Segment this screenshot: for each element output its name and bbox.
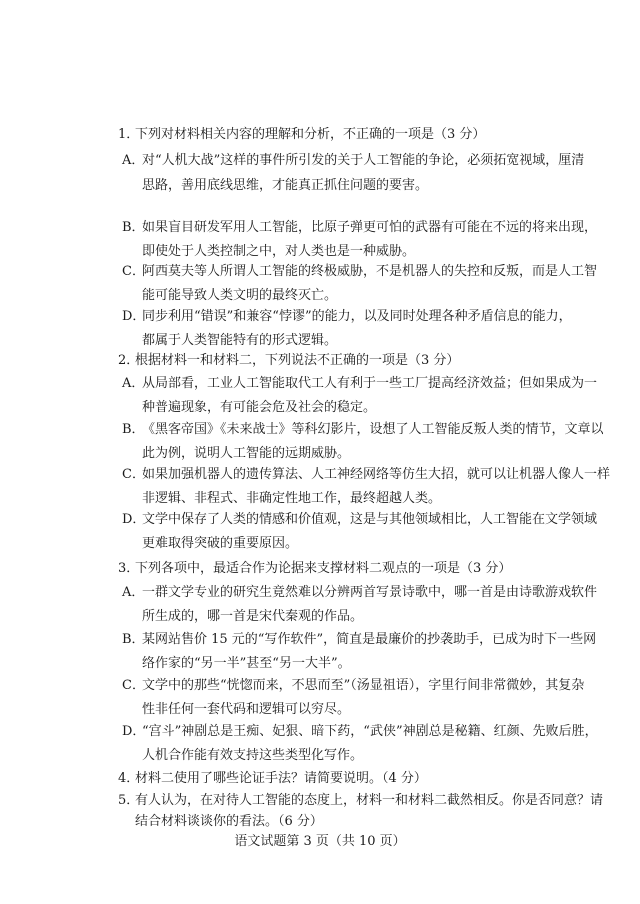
option-label: D． <box>122 512 146 527</box>
option-text: 如果加强机器人的遗传算法、人工神经网络等仿生大招，就可以让机器人像人一样 <box>142 467 611 482</box>
option-label: A． <box>122 376 145 391</box>
question-number: 4． <box>118 771 140 786</box>
option-text: 即使处于人类控制之中，对人类也是一种威胁。 <box>142 244 416 259</box>
option-label: C． <box>122 264 145 279</box>
option-label: B． <box>122 220 145 235</box>
option-label: D． <box>122 724 146 739</box>
question-number: 5． <box>118 793 140 808</box>
option-text: 某网站售价 15 元的“写作软件”，简直是最廉价的抄袭助手，已成为时下一些网 <box>142 632 597 647</box>
option-label: C． <box>122 678 145 693</box>
option-text: 非逻辑、非程式、非确定性地工作，最终超越人类。 <box>142 491 442 506</box>
option-label: A． <box>122 585 145 600</box>
option-label: B． <box>122 422 145 437</box>
option-text: 种普遍现象，有可能会危及社会的稳定。 <box>142 400 377 415</box>
question-stem: 结合材料谈谈你的看法。（6 分） <box>135 814 323 829</box>
question-number: 1． <box>118 127 140 142</box>
option-text: 对“人机大战”这样的事件所引发的关于人工智能的争论，必须拓宽视域，厘清 <box>142 153 585 168</box>
option-text: 更难取得突破的重要原因。 <box>142 536 299 551</box>
option-label: D． <box>122 309 146 324</box>
option-text: 文学中保存了人类的情感和价值观，这是与其他领域相比，人工智能在文学领域 <box>142 512 598 527</box>
option-label: C． <box>122 467 145 482</box>
option-text: 能可能导致人类文明的最终灭亡。 <box>142 288 338 303</box>
option-label: B． <box>122 632 145 647</box>
option-text: 阿西莫夫等人所谓人工智能的终极威胁，不是机器人的失控和反叛，而是人工智 <box>142 264 598 279</box>
option-text: 人机合作能有效支持这些类型化写作。 <box>142 748 364 763</box>
question-stem: 下列对材料相关内容的理解和分析，不正确的一项是（3 分） <box>135 127 486 142</box>
page-footer: 语文试题第 3 页（共 10 页） <box>234 834 406 849</box>
option-text: 文学中的那些“恍惚而来，不思而至”（汤显祖语），字里行间非常微妙，其复杂 <box>142 678 585 693</box>
option-text: 一群文学专业的研究生竟然难以分辨两首写景诗歌中，哪一首是由诗歌游戏软件 <box>142 585 598 600</box>
option-text: 都属于人类智能特有的形式逻辑。 <box>142 333 338 348</box>
option-text: 如果盲目研发军用人工智能，比原子弹更可怕的武器有可能在不远的将来出现， <box>142 220 598 235</box>
option-text: 从局部看，工业人工智能取代工人有利于一些工厂提高经济效益；但如果成为一 <box>142 376 598 391</box>
question-stem: 根据材料一和材料二，下列说法不正确的一项是（3 分） <box>135 353 460 368</box>
option-text: 所生成的，哪一首是宋代秦观的作品。 <box>142 609 364 624</box>
question-number: 2． <box>118 353 140 368</box>
option-text: 此为例，说明人工智能的远期威胁。 <box>142 446 351 461</box>
option-text: 思路，善用底线思维，才能真正抓住问题的要害。 <box>142 178 429 193</box>
question-number: 3． <box>118 561 140 576</box>
question-stem: 材料二使用了哪些论证手法？请简要说明。（4 分） <box>135 771 427 786</box>
option-text: 《黑客帝国》《未来战士》等科幻影片，设想了人工智能反叛人类的情节，文章以 <box>142 422 604 437</box>
option-text: 络作家的“另一半”甚至“另一大半”。 <box>142 656 351 671</box>
question-stem: 下列各项中，最适合作为论据来支撑材料二观点的一项是（3 分） <box>135 561 512 576</box>
option-text: “宫斗”神剧总是王痴、妃狠、暗下药，“武侠”神剧总是秘籍、红颜、先败后胜， <box>142 724 598 739</box>
question-stem: 有人认为，在对待人工智能的态度上，材料一和材料二截然相反。你是否同意？请 <box>135 793 604 808</box>
option-label: A． <box>122 153 145 168</box>
option-text: 同步利用“错误”和兼容“悖谬”的能力，以及同时处理各种矛盾信息的能力， <box>142 309 572 324</box>
option-text: 性非任何一套代码和逻辑可以穷尽。 <box>142 702 351 717</box>
